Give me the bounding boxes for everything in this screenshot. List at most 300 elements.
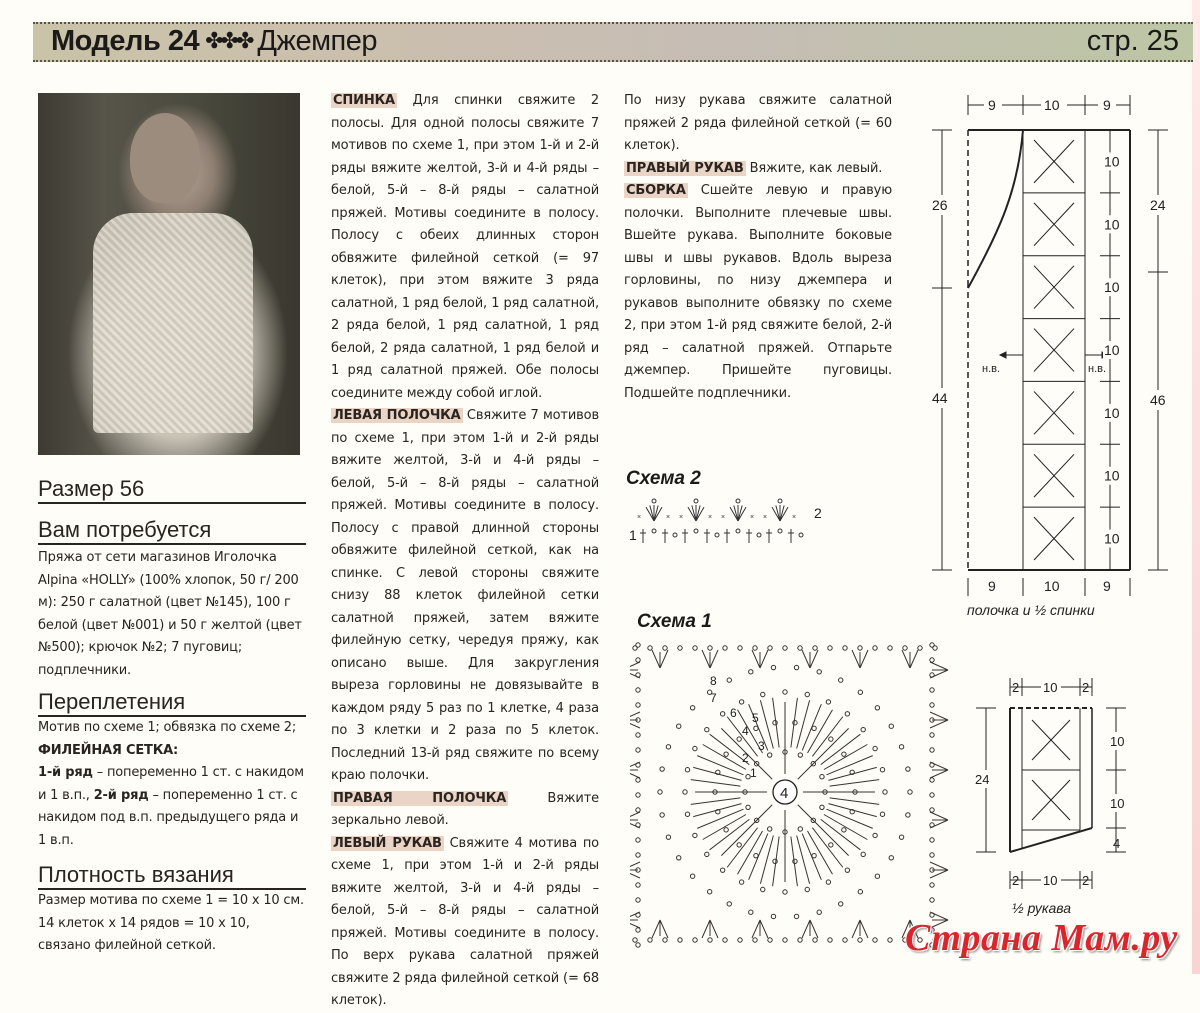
- svg-text:×: ×: [750, 514, 755, 521]
- schema1-stitch: [830, 780, 880, 787]
- schema2-stitch: [682, 529, 688, 543]
- schema1-chain: [843, 938, 847, 942]
- schema1-chain: [873, 833, 877, 837]
- sleeve-top-width-left: 2: [1012, 680, 1020, 695]
- schema1-chain: [828, 646, 832, 650]
- svg-text:×: ×: [721, 514, 726, 521]
- page-title: [51, 25, 377, 58]
- sleeve-top-width-center: 10: [1043, 680, 1058, 695]
- schema1-chain: [749, 910, 753, 914]
- schema1-chain: [798, 753, 802, 757]
- motif-height-label: 10: [1104, 342, 1120, 358]
- schema2-chain: [778, 529, 782, 533]
- schema1-v-stitch: [702, 650, 718, 668]
- left-sleeve-label: ЛЕВЫЙ РУКАВ: [333, 835, 442, 851]
- gauge-section: [38, 862, 306, 958]
- motif-height-label: 10: [1104, 404, 1120, 421]
- schema1-chain: [933, 646, 937, 650]
- schema1-chain: [805, 887, 809, 891]
- assembly-label: СБОРКА: [626, 183, 686, 198]
- schema1-chain: [633, 938, 637, 942]
- patterns-heading: Переплетения: [38, 689, 306, 717]
- front-motif: [1023, 319, 1085, 372]
- schema1-chain: [636, 643, 640, 647]
- schema2-chain: [715, 533, 719, 537]
- sleeve-bottom-paragraph: По низу рукава свяжите салатной пряжей 2 ряда филейной сеткой (= 60 клеток).: [624, 93, 892, 153]
- schema1-v-stitch: [802, 650, 818, 668]
- schema1-chain: [636, 688, 640, 692]
- schema1-v-stitch: [930, 862, 948, 878]
- schema1-chain: [746, 805, 750, 809]
- photo-jumper-shape: [93, 213, 253, 433]
- schema1-chain: [761, 887, 765, 891]
- instructions-column-2: [624, 90, 892, 405]
- schema1-stitch: [693, 804, 741, 817]
- gauge-text: Размер мотива по схеме 1 = 10 х 10 см. 14 клеток х 14 рядов = 10 х 10, связано филейной сеткой.: [38, 893, 304, 953]
- front-motif: [1023, 444, 1085, 497]
- schema1-stitch: [830, 798, 880, 805]
- schema1-chain: [875, 874, 879, 878]
- header-bar: [33, 22, 1193, 62]
- schema1-chain: [783, 646, 787, 650]
- schema1-chain: [739, 880, 743, 884]
- materials-text: Пряжа от сети магазинов Иголочка Alpina «HOLLY» (100% хлопок, 50 г/ 200 м): 250 г салатной (цвет №145), 100 г белой (цвет №001) и 50 г желтой (цвет №500); крючок №2; 7 пуговиц; подплечники.: [38, 550, 302, 678]
- direction-label-left: н.в.: [982, 363, 1001, 375]
- schema1-chain: [930, 688, 934, 692]
- assembly-paragraph: [624, 180, 892, 405]
- schema1-chain: [720, 868, 724, 872]
- schema1-stitch: [791, 698, 798, 748]
- schema1-v-stitch: [630, 762, 640, 778]
- schema2-chain: [652, 529, 656, 533]
- left-sleeve-paragraph: [331, 833, 599, 1013]
- schema1-chain: [753, 938, 757, 942]
- assembly-text: Сшейте левую и правую полочки. Выполните плечевые швы. Вшейте рукава. Выполните боковые швы и швы рукавов. Вдоль выреза горловины, по низу джемпера и рукавов выполните обвязку по схеме 2, при этом 1-й ряд свяжите белой, 2-й ряд – салатной пряжей. Отпарьте джемпер. Пришейте пуговицы. Подшейте подплечники.: [624, 183, 892, 401]
- schema1-stitch: [691, 798, 741, 805]
- svg-text:×: ×: [708, 514, 713, 521]
- filet-title: ФИЛЕЙНАЯ СЕТКА:: [38, 742, 178, 758]
- photo-head-shape: [130, 113, 200, 203]
- page-number: стр. 25: [1086, 25, 1179, 57]
- schema1-stitch: [721, 805, 772, 856]
- schema2-fan: [721, 499, 754, 521]
- svg-text:×: ×: [679, 514, 684, 521]
- schema1-chain: [843, 646, 847, 650]
- bottom-width-center: 10: [1044, 578, 1060, 594]
- right-sleeve-paragraph: [624, 158, 892, 181]
- motif-height-label: 10: [1104, 467, 1120, 484]
- schema1-chain: [899, 835, 903, 839]
- top-width-right: 9: [1103, 97, 1111, 113]
- materials-section: [38, 517, 306, 682]
- front-motif: [1034, 140, 1074, 183]
- schema1-chain: [678, 938, 682, 942]
- schema1-row-number: 7: [710, 691, 717, 705]
- schema1-chain: [883, 790, 887, 794]
- svg-text:×: ×: [666, 514, 671, 521]
- schema1-chain: [690, 706, 694, 710]
- ornament-icon: ✤✤✤: [205, 28, 252, 53]
- schema1-stitch: [798, 805, 849, 856]
- motif-height-label: 10: [1104, 279, 1120, 296]
- schema1-chain: [861, 727, 865, 731]
- schema1-stitch: [802, 834, 821, 880]
- schema1-chain: [677, 724, 681, 728]
- schema1-stitch: [797, 700, 810, 748]
- schema1-chain: [888, 646, 892, 650]
- schema1-chain: [677, 856, 681, 860]
- row2-label: 2-й ряд: [93, 787, 149, 803]
- schema1-chain: [817, 670, 821, 674]
- schema1-chain: [783, 890, 787, 894]
- schema1-chain: [858, 938, 862, 942]
- schema1-chain: [858, 690, 862, 694]
- schema1-chain: [826, 700, 830, 704]
- schema1-row-number: 4: [742, 724, 749, 738]
- front-bottom-dims: [930, 570, 1190, 600]
- right-sleeve-label: ПРАВЫЙ РУКАВ: [626, 160, 744, 176]
- schema1-chain: [707, 890, 711, 894]
- schema1-chain: [723, 938, 727, 942]
- schema1-chain: [708, 938, 712, 942]
- schema1-v-stitch: [630, 862, 640, 878]
- sleeve-diagram: [970, 672, 1140, 902]
- schema2-stitch: [788, 529, 794, 543]
- right-lower-height: 46: [1150, 392, 1166, 408]
- schema1-chain: [858, 646, 862, 650]
- front-diagram-caption: полочка и ½ спинки: [967, 602, 1095, 618]
- svg-text:×: ×: [763, 514, 768, 521]
- svg-text:×: ×: [637, 514, 642, 521]
- schema1-chain: [738, 646, 742, 650]
- schema1-chain: [880, 768, 884, 772]
- schema1-chain: [889, 724, 893, 728]
- schema1-chain: [666, 745, 670, 749]
- schema1-chain: [720, 712, 724, 716]
- row1-label: 1-й ряд: [38, 765, 93, 780]
- schema2-stitch: [746, 529, 752, 543]
- schema1-chain: [858, 890, 862, 894]
- schema1-stitch: [798, 728, 849, 779]
- schema1-chain: [724, 828, 728, 832]
- schema1-v-stitch: [702, 920, 718, 938]
- schema1-center-label: 4: [780, 785, 789, 802]
- schema1-v-stitch: [630, 812, 640, 828]
- sleeve-motif-height-1: 10: [1110, 734, 1125, 749]
- schema1-v-stitch: [852, 920, 868, 938]
- left-front-paragraph: [331, 405, 599, 788]
- schema1-chain: [930, 778, 934, 782]
- schema1-chain: [705, 852, 709, 856]
- sleeve-height: 24: [975, 772, 990, 787]
- schema1-chain: [768, 646, 772, 650]
- left-sleeve-text: Свяжите 4 мотива по схеме 1, при этом 1-й и 2-й ряды вяжите желтой, 3-й и 4-й ряды – белой, 5-й – 8-й ряды – салатной пряжей. Мотивы соедините в полосу. По верх рукава салатной пряжей свяжите 2 ряда филейной сеткой (= 68 клеток).: [331, 835, 599, 1008]
- schema1-chain: [930, 658, 934, 662]
- schema1-chain: [663, 646, 667, 650]
- schema1-chain: [820, 774, 824, 778]
- schema2-row1-label: 1: [629, 527, 637, 543]
- schema1-chain: [660, 813, 664, 817]
- schema1-chain: [930, 733, 934, 737]
- row2-text: – попеременно 1 ст. с накидом под в.п. предыдущего ряда и 1 в.п.: [38, 787, 299, 848]
- front-motif: [1023, 507, 1085, 560]
- schema1-chain: [767, 753, 771, 757]
- schema1-chain: [636, 808, 640, 812]
- schema1-chain: [829, 843, 833, 847]
- back-text: Для спинки свяжите 2 полосы. Для одной полосы свяжите 7 мотивов по схеме 1, при этом 1-й и 2-й ряды вяжите желтой, 3-й и 4-й ряды – белой, 5-й – 8-й ряды – салатной пряжей. Мотивы соедините в полосу. Полосу с обеих длинных сторон обвяжите филейной сеткой (= 97 клеток), при этом вяжите 3 ряда салатной, 1 ряд белой, 1 ряд салатной, 2 ряда белой, 1 ряд салатной, 1 ряд белой, 2 ряда салатной, 1 ряд белой и 1 ряд салатной пряжей. Обе полосы соедините между собой иглой.: [331, 93, 599, 401]
- schema1-chain: [930, 883, 934, 887]
- right-front-label: ПРАВАЯ ПОЛОЧКА: [333, 790, 507, 806]
- schema2-stitch: [704, 529, 710, 543]
- svg-text:×: ×: [792, 514, 797, 521]
- motif-height-label: 10: [1104, 216, 1120, 233]
- schema1-chain: [727, 902, 731, 906]
- schema1-row-number: 6: [730, 706, 737, 720]
- right-front-text: Вяжите зеркально левой.: [331, 790, 599, 828]
- schema1-chain: [918, 646, 922, 650]
- schema1-stitch: [749, 834, 768, 880]
- schema1-chain: [683, 790, 687, 794]
- right-upper-height: 24: [1150, 197, 1166, 213]
- schema1-chain: [845, 712, 849, 716]
- schema1-chain: [930, 808, 934, 812]
- schema1-v-stitch: [752, 920, 768, 938]
- schema2-title: Схема 2: [626, 468, 701, 489]
- direction-label-right: н.в.: [1088, 363, 1107, 375]
- schema1-stitch: [791, 837, 798, 887]
- schema1-chain: [899, 745, 903, 749]
- schema1-chain: [845, 868, 849, 872]
- schema1-v-stitch: [630, 912, 640, 928]
- schema2-chain: [799, 533, 803, 537]
- schema1-stitch: [773, 698, 780, 748]
- schema1-chart: [630, 640, 950, 950]
- materials-heading: Вам потребуется: [38, 517, 306, 545]
- schema1-chain: [738, 938, 742, 942]
- schema1-chain: [737, 843, 741, 847]
- bottom-width-right: 9: [1103, 578, 1111, 594]
- front-back-diagram: [930, 90, 1190, 580]
- schema1-chain: [749, 670, 753, 674]
- schema1-stitch: [693, 767, 741, 780]
- schema2-stitch: [662, 529, 668, 543]
- schema1-chain: [705, 727, 709, 731]
- sleeve-motif-height-2: 10: [1110, 796, 1125, 811]
- front-motif: [1023, 256, 1085, 309]
- schema1-chain: [636, 748, 640, 752]
- schema1-chain: [930, 793, 934, 797]
- schema1-chain: [767, 827, 771, 831]
- model-number: Модель 24: [51, 25, 200, 57]
- schema1-v-stitch: [652, 920, 668, 938]
- schema1-chain: [761, 692, 765, 696]
- schema2-stitch: [640, 529, 646, 543]
- schema1-chain: [908, 790, 912, 794]
- motif-height-label: 10: [1104, 153, 1120, 170]
- schema1-chain: [693, 833, 697, 837]
- schema1-chain: [889, 856, 893, 860]
- schema1-chain: [636, 733, 640, 737]
- schema1-chain: [930, 853, 934, 857]
- size-section: [38, 476, 306, 504]
- schema1-chain: [685, 812, 689, 816]
- sleeve-bottom-height: 4: [1113, 836, 1121, 851]
- schema1-chain: [685, 768, 689, 772]
- schema1-chain: [658, 790, 662, 794]
- patterns-line1: Мотив по схеме 1; обвязка по схеме 2;: [38, 720, 297, 735]
- schema1-chain: [873, 938, 877, 942]
- schema1-chain: [771, 665, 775, 669]
- schema1-v-stitch: [930, 762, 948, 778]
- sleeve-bottom-width-right: 2: [1082, 873, 1090, 888]
- schema1-chain: [636, 943, 640, 947]
- schema1-chain: [798, 827, 802, 831]
- schema1-v-stitch: [652, 650, 668, 668]
- sleeve-bottom-width-left: 2: [1012, 873, 1020, 888]
- schema1-chain: [861, 852, 865, 856]
- schema2-fan: [763, 499, 796, 521]
- schema1-chain: [805, 692, 809, 696]
- schema1-chain: [753, 646, 757, 650]
- schema1-chain: [723, 646, 727, 650]
- schema1-chain: [930, 703, 934, 707]
- schema2-stitch: [724, 529, 730, 543]
- schema1-v-stitch: [902, 650, 918, 668]
- schema1-row-number: 5: [752, 711, 759, 725]
- right-sleeve-text: Вяжите, как левый.: [745, 160, 883, 176]
- schema1-v-stitch: [930, 662, 948, 678]
- instructions-column-1: [331, 90, 599, 1013]
- schema1-chain: [678, 646, 682, 650]
- schema1-v-stitch: [852, 650, 868, 668]
- front-motif: [1023, 193, 1085, 246]
- schema1-chain: [875, 706, 879, 710]
- schema1-chain: [783, 690, 787, 694]
- garment-title: Джемпер: [257, 25, 377, 57]
- schema1-chain: [930, 748, 934, 752]
- schema1-chain: [930, 838, 934, 842]
- sleeve-bottom-width-center: 10: [1043, 873, 1058, 888]
- schema2-fan: [637, 499, 670, 521]
- schema1-chain: [737, 737, 741, 741]
- schema1-chain: [794, 914, 798, 918]
- schema1-chain: [636, 793, 640, 797]
- gauge-heading: Плотность вязания: [38, 862, 306, 890]
- schema1-chain: [660, 767, 664, 771]
- schema1-stitch: [802, 704, 821, 750]
- back-paragraph: [331, 90, 599, 405]
- schema1-v-stitch: [930, 812, 948, 828]
- schema1-chain: [663, 938, 667, 942]
- schema2-stitch: [766, 529, 772, 543]
- right-front-paragraph: [331, 788, 599, 833]
- patterns-text: [38, 717, 306, 852]
- watermark-logo: Страна Мам.ру: [905, 917, 1178, 959]
- schema2-fan: [679, 499, 712, 521]
- schema1-title: Схема 1: [637, 611, 712, 632]
- size-heading: Размер 56: [38, 476, 306, 504]
- schema1-chain: [930, 898, 934, 902]
- schema1-row-number: 2: [742, 751, 749, 765]
- schema1-chain: [798, 938, 802, 942]
- schema1-chain: [906, 813, 910, 817]
- schema1-chain: [873, 746, 877, 750]
- schema1-chain: [820, 805, 824, 809]
- schema1-chain: [880, 812, 884, 816]
- back-label: СПИНКА: [333, 93, 395, 108]
- left-lower-height: 44: [932, 390, 948, 406]
- schema2-chain: [694, 529, 698, 533]
- schema1-chain: [813, 938, 817, 942]
- schema1-stitch: [828, 804, 876, 817]
- schema1-chain: [739, 700, 743, 704]
- schema1-chain: [906, 767, 910, 771]
- front-motif: [1023, 381, 1085, 434]
- schema1-chain: [708, 646, 712, 650]
- patterns-section: [38, 689, 306, 852]
- schema1-chain: [842, 828, 846, 832]
- schema1-chain: [648, 646, 652, 650]
- left-front-text: Свяжите 7 мотивов по схеме 1, при этом 1-й и 2-й ряды вяжите желтой, 3-й и 4-й ряды – белой, 5-й – 8-й ряды – салатной пряжей. Мотивы соедините в полосу. Полосу с правой длинной стороны обвяжите филейной сеткой, как на спинке. С левой стороны свяжите снизу 88 клеток филейной сетки салатной пряжей, затем вяжите филейную сетку, чередуя пряжу, как описано выше. Для закругления выреза горловины не довязывайте в каждом ряду 5 раз по 1 клетке, 4 раза по 3 клетки и 2 раза по 5 клеток. Последний 13-й ряд свяжите по всему краю полочки.: [331, 408, 599, 783]
- schema1-chain: [636, 658, 640, 662]
- schema1-chain: [636, 778, 640, 782]
- model-photo: [38, 93, 300, 455]
- motif-height-label: 10: [1104, 530, 1120, 547]
- schema1-chain: [829, 737, 833, 741]
- top-width-center: 10: [1044, 97, 1060, 113]
- schema1-chain: [783, 938, 787, 942]
- schema1-chain: [636, 838, 640, 842]
- schema1-stitch: [691, 780, 741, 787]
- schema1-stitch: [828, 767, 876, 780]
- schema1-chain: [690, 874, 694, 878]
- schema1-stitch: [797, 835, 810, 883]
- schema1-chain: [842, 752, 846, 756]
- row1-text: – попеременно 1 ст. с накидом и 1 в.п.,: [38, 765, 304, 803]
- schema2-row2-label: 2: [814, 505, 822, 521]
- schema1-v-stitch: [802, 920, 818, 938]
- top-width-left: 9: [988, 97, 996, 113]
- schema1-chain: [636, 853, 640, 857]
- schema1-chain: [724, 752, 728, 756]
- schema1-chain: [693, 746, 697, 750]
- schema1-chain: [693, 938, 697, 942]
- schema2-chart: [624, 495, 834, 545]
- schema1-chain: [768, 938, 772, 942]
- schema1-chain: [636, 898, 640, 902]
- schema1-chain: [636, 883, 640, 887]
- sleeve-diagram-caption: ½ рукава: [1012, 900, 1072, 916]
- schema1-chain: [903, 646, 907, 650]
- schema1-chain: [817, 910, 821, 914]
- schema1-chain: [666, 835, 670, 839]
- schema1-v-stitch: [930, 712, 948, 728]
- page-edge: [1192, 0, 1200, 974]
- schema1-row-number: 8: [710, 674, 717, 688]
- schema1-chain: [727, 678, 731, 682]
- left-upper-height: 26: [932, 197, 948, 213]
- schema1-row-number: 1: [750, 766, 757, 780]
- schema1-chain: [888, 938, 892, 942]
- sleeve-top-width-right: 2: [1082, 680, 1090, 695]
- schema1-chain: [828, 938, 832, 942]
- bottom-width-left: 9: [988, 578, 996, 594]
- schema1-v-stitch: [630, 712, 640, 728]
- schema1-chain: [648, 938, 652, 942]
- schema1-chain: [873, 646, 877, 650]
- schema1-chain: [636, 703, 640, 707]
- schema1-chain: [813, 646, 817, 650]
